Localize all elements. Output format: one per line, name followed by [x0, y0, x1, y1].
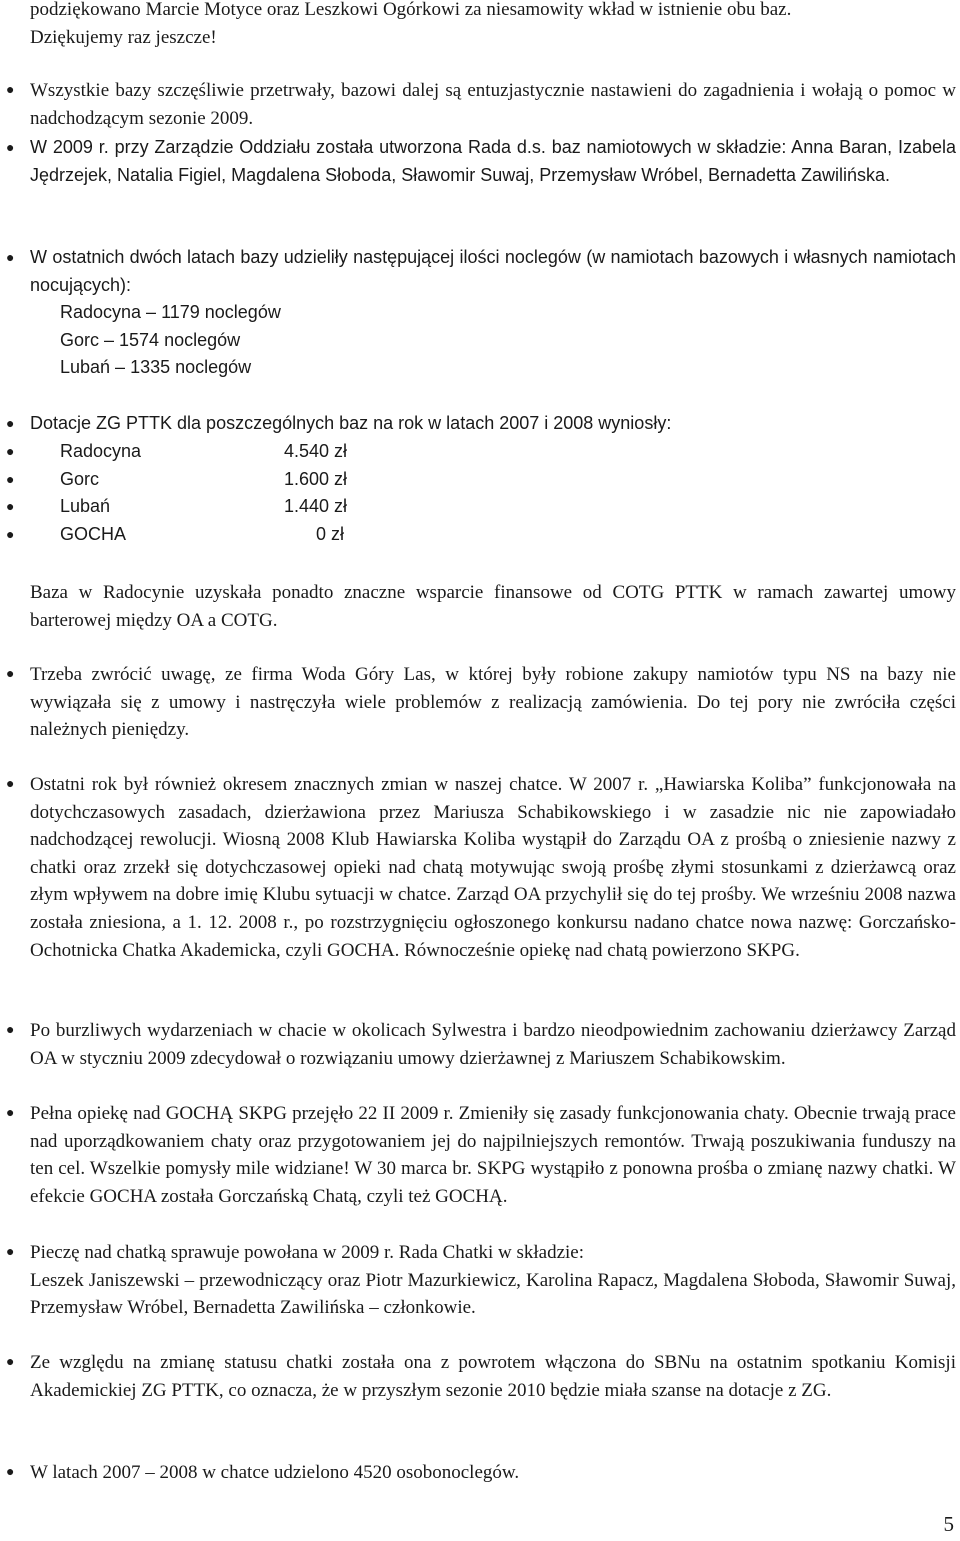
paragraph: Baza w Radocynie uzyskała ponadto znaczne wsparcie finansowe od COTG PTTK w ramach zawartej umowy barterowej między OA a COTG.: [30, 582, 956, 631]
bullet-icon: ●: [6, 1465, 15, 1480]
dotacje-name: Lubań: [60, 496, 111, 517]
bullet-icon: ●: [6, 139, 15, 155]
list-item-text: Leszek Janiszewski – przewodniczący oraz Piotr Mazurkiewicz, Karolina Rapacz, Magdalena Słoboda, Sławomir Suwaj, Przemysław Wróbel, Bernadetta Zawilińska – członkowie.: [30, 1269, 956, 1319]
bullet-icon: ●: [6, 1355, 15, 1370]
dotacje-row: [6, 493, 956, 521]
list-item-text: Pieczę nad chatką sprawuje powołana w 2009 r. Rada Chatki w składzie:: [30, 1242, 584, 1263]
bullet-icon: ●: [6, 1245, 15, 1260]
bullet-icon: ●: [6, 470, 15, 487]
list-item-text: Ostatni rok był również okresem znacznych zmian w naszej chatce. W 2007 r. „Hawiarska Koliba” funkcjonowała na dotychczasowych zasadach, dzierżawiona przez Mariusza Schabikowskiego i w zasadzie nic nie zapowiadało nadchodzącej rewolucji. Wiosną 2008 Klub Hawiarska Koliba wystąpił do Zarządu OA z prośbą o zniesienie nazwy z chatki oraz zrzekł się dotychczasowej opieki nad chatą motywując swoją prośbę złymi stosunkami z dzierżawcą oraz złym wpływem na dobre imię Klubu sytuacji w chatce. Zarząd OA przychylił się do tej prośby. We wrześniu 2008 nazwa została zniesiona, a 1. 12. 2008 r., po rozstrzygnięciu ogłoszonego konkursu nadano chatce nowa nazwę: Gorczańsko-Ochotnicka Chatka Akademicka, czyli GOCHA. Równocześnie opiekę nad chatą powierzono SKPG.: [30, 774, 956, 961]
dotacje-list: [6, 438, 956, 548]
dotacje-row: [6, 466, 956, 494]
list-item-text: Trzeba zwrócić uwagę, ze firma Woda Góry Las, w której były robione zakupy namiotów typu NS na bazy nie wywiązała się z umowy i nastręczyła wiele problemów z realizacją zamówienia. Do tej pory nie zwróciła części należnych pieniędzy.: [30, 664, 956, 741]
list-item: [6, 661, 956, 744]
list-item-text: Dotacje ZG PTTK dla poszczególnych baz na rok w latach 2007 i 2008 wyniosły:: [30, 413, 672, 433]
dotacje-name: GOCHA: [60, 523, 127, 544]
noclegi-line: Gorc – 1574 noclegów: [60, 329, 241, 350]
list-item: [6, 1239, 956, 1322]
dotacje-amount: 1.600 zł: [284, 468, 348, 489]
list-item-text: W 2009 r. przy Zarządzie Oddziału została utworzona Rada d.s. baz namiotowych w składzie: Anna Baran, Izabela Jędrzejek, Natalia Figiel, Magdalena Słoboda, Sławomir Suwaj, Przemysław Wróbel, Bernadetta Zawilińska.: [30, 137, 956, 185]
bullet-icon: ●: [6, 249, 15, 265]
bullet-icon: ●: [6, 498, 15, 515]
intro-paragraph: [30, 0, 956, 51]
bullet-icon: ●: [6, 443, 15, 459]
intro-line: Dziękujemy raz jeszcze!: [30, 26, 217, 48]
list-item-text: Po burzliwych wydarzeniach w chacie w okolicach Sylwestra i bardzo nieodpowiednim zachowaniu dzierżawcy Zarząd OA w styczniu 2009 zdecydował o rozwiązaniu umowy dzierżawnej z Mariuszem Schabikowskim.: [30, 1020, 956, 1069]
bullet-icon: ●: [6, 1106, 15, 1121]
intro-line: podziękowano Marcie Motyce oraz Leszkowi Ogórkowi za niesamowity wkład w istnienie obu baz.: [30, 0, 792, 20]
dotacje-amount: 1.440 zł: [284, 496, 348, 517]
list-item-text: Ze względu na zmianę statusu chatki została ona z powrotem włączona do SBNu na ostatnim spotkaniu Komisji Akademickiej ZG PTTK, co oznacza, że w przyszłym sezonie 2010 będzie miała szanse na dotacje z ZG.: [30, 1352, 956, 1401]
list-item: [6, 77, 956, 132]
noclegi-line: Lubań – 1335 noclegów: [60, 357, 252, 378]
list-item: [6, 1349, 956, 1404]
list-item: [6, 244, 956, 382]
bullet-icon: ●: [6, 1023, 15, 1038]
list-item-text: W latach 2007 – 2008 w chatce udzielono 4520 osobonoclegów.: [30, 1462, 520, 1483]
list-item-text: Wszystkie bazy szczęśliwie przetrwały, bazowi dalej są entuzjastycznie nastawieni do zagadnienia i wołają o pomoc w nadchodzącym sezonie 2009.: [30, 80, 956, 129]
bullet-icon: ●: [6, 415, 15, 431]
list-item-text: W ostatnich dwóch latach bazy udzieliły następującej ilości noclegów (w namiotach bazowych i własnych namiotach nocujących):: [30, 247, 956, 295]
noclegi-line: Radocyna – 1179 noclegów: [60, 302, 281, 323]
bullet-icon: ●: [6, 83, 15, 98]
list-item: [6, 1017, 956, 1072]
list-item: [6, 1459, 956, 1487]
dotacje-amount: 0 zł: [316, 523, 345, 544]
dotacje-name: Gorc: [60, 468, 100, 489]
bullet-icon: ●: [6, 525, 15, 542]
dotacje-amount: 4.540 zł: [284, 441, 348, 461]
bullet-icon: ●: [6, 667, 15, 682]
dotacje-name: Radocyna: [60, 441, 142, 461]
list-item: [6, 410, 956, 438]
dotacje-row: [6, 521, 956, 549]
page-number: 5: [943, 1512, 954, 1536]
bullet-icon: ●: [6, 777, 15, 792]
list-item: [6, 134, 956, 189]
list-item: [6, 771, 956, 964]
list-item: [6, 1100, 956, 1210]
list-item-text: Pełna opiekę nad GOCHĄ SKPG przejęło 22 II 2009 r. Zmieniły się zasady funkcjonowania chaty. Obecnie trwają prace nad uporządkowaniem chaty oraz przygotowaniem jej do najpilniejszych remontów. Trwają poszukiwania funduszy na ten cel. Wszelkie pomysły mile widziane! W 30 marca br. SKPG wystąpiło z ponowna prośba o zmianę nazwy chatki. W efekcie GOCHA została Gorczańską Chatą, czyli też GOCHĄ.: [30, 1103, 956, 1207]
dotacje-row: [6, 438, 956, 466]
